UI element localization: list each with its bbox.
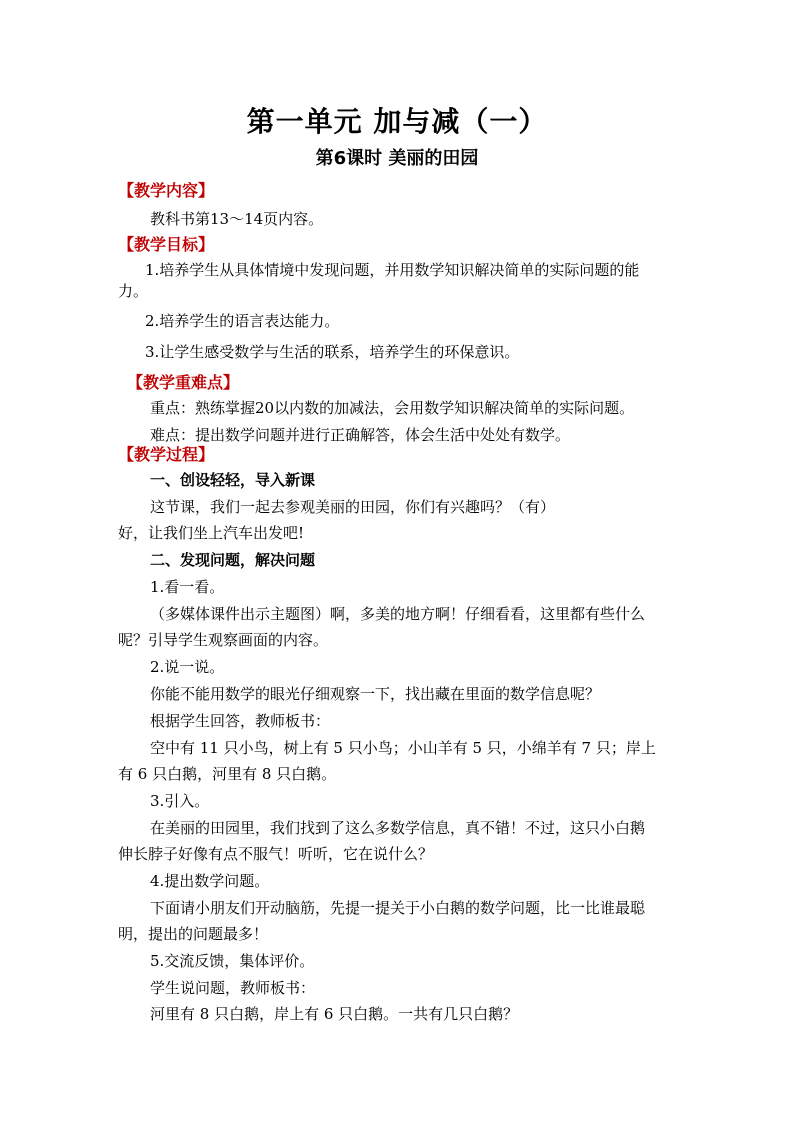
key-points-heading: 【教学重难点】 <box>127 373 240 392</box>
goal-1-line-2: 力。 <box>118 282 149 300</box>
step-4-title: 4.提出数学问题。 <box>150 872 270 890</box>
step-2-paragraph-4: 有 6 只白鹅，河里有 8 只白鹅。 <box>118 765 337 783</box>
step-1-title: 1.看一看。 <box>150 578 225 596</box>
step-4-paragraph-1: 下面请小朋友们开动脑筋，先提一提关于小白鹅的数学问题，比一比谁最聪 <box>150 899 646 917</box>
step-2-paragraph-1: 你能不能用数学的眼光仔细观察一下，找出藏在里面的数学信息呢？ <box>150 685 601 703</box>
part-1-title: 一、创设轻轻，导入新课 <box>150 471 316 489</box>
step-1-paragraph-1: （多媒体课件出示主题图）啊，多美的地方啊！仔细看看，这里都有些什么 <box>150 605 646 623</box>
part-2-title: 二、发现问题，解决问题 <box>150 551 316 569</box>
teaching-goals-heading: 【教学目标】 <box>118 235 215 254</box>
step-2-paragraph-2: 根据学生回答，教师板书： <box>150 712 331 730</box>
teaching-content-text: 教科书第13～14页内容。 <box>150 210 324 228</box>
part-1-paragraph-2: 好，让我们坐上汽车出发吧! <box>118 524 305 542</box>
step-5-paragraph-2: 河里有 8 只白鹅，岸上有 6 只白鹅。一共有几只白鹅？ <box>150 1005 519 1023</box>
step-3-paragraph-2: 伸长脖子好像有点不服气！听听，它在说什么？ <box>118 845 434 863</box>
part-1-paragraph-1: 这节课，我们一起去参观美丽的田园，你们有兴趣吗？（有） <box>150 498 556 516</box>
step-2-title: 2.说一说。 <box>150 658 225 676</box>
step-3-paragraph-1: 在美丽的田园里，我们找到了这么多数学信息，真不错！不过，这只小白鹅 <box>150 819 646 837</box>
step-3-title: 3.引入。 <box>150 792 210 810</box>
goal-3: 3.让学生感受数学与生活的联系，培养学生的环保意识。 <box>145 343 520 361</box>
teaching-process-heading: 【教学过程】 <box>118 445 215 464</box>
step-5-title: 5.交流反馈，集体评价。 <box>150 952 315 970</box>
lesson-subtitle: 第6课时 美丽的田园 <box>315 148 479 169</box>
step-5-paragraph-1: 学生说问题，教师板书： <box>150 979 316 997</box>
step-2-paragraph-3: 空中有 11 只小鸟，树上有 5 只小鸟；小山羊有 5 只，小绵羊有 7 只；岸上 <box>150 739 656 757</box>
key-point-text: 重点：熟练掌握20以内数的加减法，会用数学知识解决简单的实际问题。 <box>150 399 635 417</box>
goal-2: 2.培养学生的语言表达能力。 <box>145 312 340 330</box>
difficulty-text: 难点：提出数学问题并进行正确解答，体会生活中处处有数学。 <box>150 426 571 444</box>
unit-title: 第一单元 加与减（一） <box>246 105 548 138</box>
goal-1-line-1: 1.培养学生从具体情境中发现问题，并用数学知识解决简单的实际问题的能 <box>145 261 640 279</box>
step-4-paragraph-2: 明，提出的问题最多！ <box>118 925 269 943</box>
teaching-content-heading: 【教学内容】 <box>118 181 215 200</box>
step-1-paragraph-2: 呢？引导学生观察画面的内容。 <box>118 631 329 649</box>
